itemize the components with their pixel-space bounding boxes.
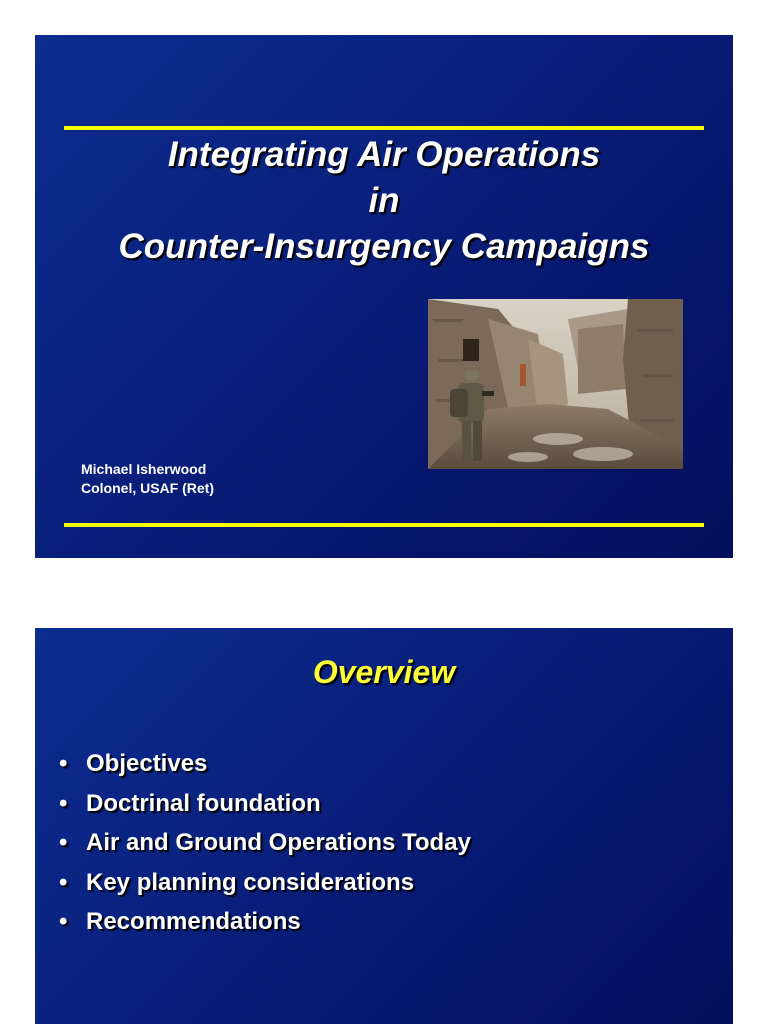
- overview-slide: [35, 628, 733, 1024]
- bullet-icon: •: [59, 789, 68, 817]
- bullet-item: [59, 784, 471, 824]
- title-slide: [35, 35, 733, 558]
- bullet-item: [59, 823, 471, 863]
- slide-title: [35, 132, 733, 270]
- bullet-text: Air and Ground Operations Today: [86, 829, 471, 856]
- bullet-item: [59, 902, 471, 942]
- author-block: [81, 460, 214, 498]
- top-yellow-rule: [64, 126, 704, 130]
- bullet-item: [59, 744, 471, 784]
- author-rank: Colonel, USAF (Ret): [81, 480, 214, 496]
- title-line-2: in: [368, 181, 400, 220]
- bullet-item: [59, 863, 471, 903]
- bullet-icon: •: [59, 868, 68, 896]
- overview-heading: Overview: [312, 654, 456, 690]
- bullet-text: Objectives: [86, 750, 208, 777]
- bullet-text: Key planning considerations: [86, 868, 415, 896]
- bullet-icon: •: [59, 750, 68, 777]
- bullet-icon: •: [59, 829, 68, 856]
- title-line-1: Integrating Air Operations: [167, 135, 601, 174]
- village-soldier-photo: [428, 299, 683, 469]
- bottom-yellow-rule: [64, 523, 704, 527]
- bullet-icon: •: [59, 908, 68, 935]
- overview-bullet-list: [59, 744, 471, 942]
- author-name: Michael Isherwood: [81, 461, 207, 477]
- bullet-text: Doctrinal foundation: [86, 789, 321, 817]
- bullet-text: Recommendations: [86, 908, 301, 935]
- title-line-3: Counter-Insurgency Campaigns: [118, 227, 650, 266]
